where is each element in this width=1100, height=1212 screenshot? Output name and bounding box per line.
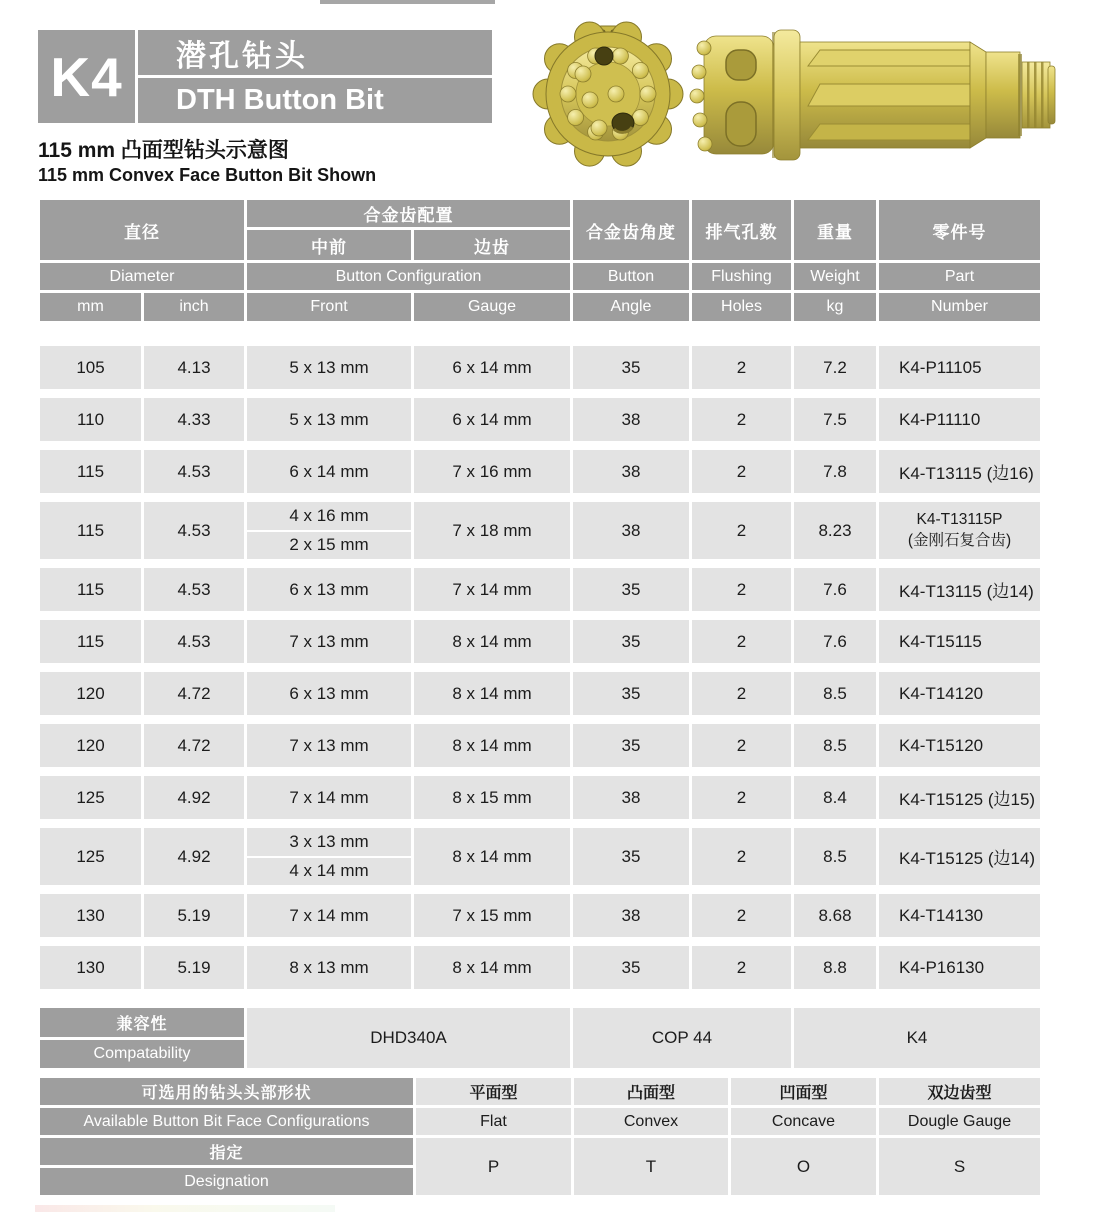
cell-inch: 5.19 [144, 894, 244, 937]
cell-front-split [247, 502, 411, 559]
cell-front-bottom: 2 x 15 mm [289, 535, 369, 555]
table-row [40, 946, 1040, 989]
face-type-convex-zh: 凸面型 [574, 1078, 728, 1105]
cell-inch: 4.33 [144, 398, 244, 441]
cell-weight: 8.5 [794, 828, 876, 885]
header-inch: inch [144, 293, 244, 321]
table-row [40, 672, 1040, 715]
cell-part: K4-T15125 (边15) [879, 776, 1040, 819]
cell-front: 5 x 13 mm [247, 398, 411, 441]
header-weight-zh: 重量 [794, 200, 876, 260]
cell-holes: 2 [692, 568, 791, 611]
header-kg: kg [794, 293, 876, 321]
cell-gauge: 8 x 14 mm [414, 620, 570, 663]
subtitle-zh: 115 mm 凸面型钻头示意图 [38, 139, 289, 162]
cell-angle: 38 [573, 450, 689, 493]
header-angle: Angle [573, 293, 689, 321]
cell-front: 6 x 13 mm [247, 568, 411, 611]
cell-holes: 2 [692, 724, 791, 767]
table-row [40, 894, 1040, 937]
cell-angle: 38 [573, 502, 689, 559]
cutoff-text-fragment-bottom [35, 1205, 335, 1212]
cell-gauge: 8 x 15 mm [414, 776, 570, 819]
designation-label-zh: 指定 [40, 1138, 413, 1165]
compatibility-label-zh: 兼容性 [40, 1008, 244, 1037]
cell-part: K4-T14120 [879, 672, 1040, 715]
cell-part: K4-P11105 [879, 346, 1040, 389]
cell-front: 7 x 13 mm [247, 724, 411, 767]
cell-mm: 120 [40, 672, 141, 715]
cell-front: 6 x 14 mm [247, 450, 411, 493]
cell-inch: 4.72 [144, 724, 244, 767]
page-title-zh: 潜孔钻头 [138, 30, 492, 75]
cell-gauge: 8 x 14 mm [414, 946, 570, 989]
cell-gauge: 7 x 15 mm [414, 894, 570, 937]
header-config-en: Button Configuration [247, 263, 570, 290]
table-row [40, 346, 1040, 389]
designation-code-p: P [416, 1138, 571, 1195]
compatibility-table [40, 1008, 1040, 1068]
spec-header-zh-row [40, 200, 1040, 260]
cell-front-split [247, 828, 411, 885]
cell-weight: 7.5 [794, 398, 876, 441]
cell-gauge: 7 x 14 mm [414, 568, 570, 611]
face-config-header-en: Available Button Bit Face Configurations [40, 1108, 413, 1135]
cell-front: 6 x 13 mm [247, 672, 411, 715]
cell-part: K4-T13115 (边16) [879, 450, 1040, 493]
header-config-group [247, 200, 570, 260]
designation-code-t: T [574, 1138, 728, 1195]
cell-holes: 2 [692, 894, 791, 937]
designation-code-s: S [879, 1138, 1040, 1195]
cutoff-bar-top [320, 0, 495, 4]
cell-gauge: 6 x 14 mm [414, 398, 570, 441]
cell-mm: 115 [40, 502, 141, 559]
header-holes: Holes [692, 293, 791, 321]
cell-part: K4-T15120 [879, 724, 1040, 767]
page-title-en: DTH Button Bit [138, 78, 492, 123]
cell-mm: 110 [40, 398, 141, 441]
face-type-flat-zh: 平面型 [416, 1078, 571, 1105]
table-row [40, 450, 1040, 493]
table-row [40, 724, 1040, 767]
header-flushing: Flushing [692, 263, 791, 290]
cell-angle: 35 [573, 568, 689, 611]
face-config-header-zh: 可选用的钻头头部形状 [40, 1078, 413, 1105]
cell-front: 7 x 13 mm [247, 620, 411, 663]
compatibility-value-k4: K4 [794, 1008, 1040, 1068]
cell-angle: 38 [573, 894, 689, 937]
designation-code-o: O [731, 1138, 876, 1195]
cell-gauge: 7 x 16 mm [414, 450, 570, 493]
cell-inch: 4.92 [144, 828, 244, 885]
cell-front-top: 4 x 16 mm [247, 502, 411, 532]
cell-part: K4-T15115 [879, 620, 1040, 663]
cell-holes: 2 [692, 398, 791, 441]
cell-part: K4-T15125 (边14) [879, 828, 1040, 885]
face-type-concave-zh: 凹面型 [731, 1078, 876, 1105]
cell-part: K4-P11110 [879, 398, 1040, 441]
cell-angle: 35 [573, 672, 689, 715]
cell-inch: 5.19 [144, 946, 244, 989]
table-row [40, 620, 1040, 663]
cell-part [879, 502, 1040, 559]
designation-label-en: Designation [40, 1168, 413, 1195]
cell-part: K4-P16130 [879, 946, 1040, 989]
cell-part: K4-T14130 [879, 894, 1040, 937]
cell-part: K4-T13115 (边14) [879, 568, 1040, 611]
cell-weight: 7.8 [794, 450, 876, 493]
cell-part-line2: (金刚石复合齿) [907, 531, 1012, 549]
cell-holes: 2 [692, 502, 791, 559]
cell-weight: 8.5 [794, 724, 876, 767]
cell-weight: 7.6 [794, 568, 876, 611]
cell-mm: 115 [40, 568, 141, 611]
header-weight: Weight [794, 263, 876, 290]
face-type-double-gauge-zh: 双边齿型 [879, 1078, 1040, 1105]
cell-holes: 2 [692, 828, 791, 885]
header-angle-zh: 合金齿角度 [573, 200, 689, 260]
header-front-zh: 中前 [247, 230, 411, 260]
cell-weight: 7.2 [794, 346, 876, 389]
header-diameter-zh: 直径 [40, 200, 244, 260]
table-row [40, 568, 1040, 611]
header-gauge-zh: 边齿 [414, 230, 570, 260]
cell-holes: 2 [692, 450, 791, 493]
cell-gauge: 8 x 14 mm [414, 672, 570, 715]
compatibility-header [40, 1008, 244, 1068]
cell-part-line1: K4-T13115P [916, 511, 1003, 529]
cell-mm: 115 [40, 620, 141, 663]
cell-inch: 4.72 [144, 672, 244, 715]
header-part: Part [879, 263, 1040, 290]
compatibility-value-cop44: COP 44 [573, 1008, 791, 1068]
cell-mm: 120 [40, 724, 141, 767]
subtitle-en: 115 mm Convex Face Button Bit Shown [38, 165, 377, 185]
cell-holes: 2 [692, 672, 791, 715]
cell-weight: 8.23 [794, 502, 876, 559]
header-part-zh: 零件号 [879, 200, 1040, 260]
cell-front: 5 x 13 mm [247, 346, 411, 389]
face-type-convex-en: Convex [574, 1108, 728, 1135]
compatibility-label-en: Compatability [40, 1040, 244, 1069]
header-diameter-en: Diameter [40, 263, 244, 290]
cell-gauge: 8 x 14 mm [414, 828, 570, 885]
cell-angle: 38 [573, 398, 689, 441]
brand-badge: K4 [38, 30, 135, 123]
cell-gauge: 6 x 14 mm [414, 346, 570, 389]
header-number: Number [879, 293, 1040, 321]
cell-mm: 130 [40, 894, 141, 937]
cell-inch: 4.53 [144, 502, 244, 559]
bit-side-view-image [690, 30, 1055, 160]
cell-angle: 35 [573, 724, 689, 767]
cell-angle: 35 [573, 620, 689, 663]
cell-holes: 2 [692, 620, 791, 663]
spec-header-en-row2 [40, 293, 1040, 321]
face-type-concave-en: Concave [731, 1108, 876, 1135]
table-row [40, 398, 1040, 441]
cell-mm: 125 [40, 828, 141, 885]
cell-inch: 4.53 [144, 568, 244, 611]
cell-front-top: 3 x 13 mm [247, 828, 411, 858]
face-type-flat-en: Flat [416, 1108, 571, 1135]
cell-front: 7 x 14 mm [247, 894, 411, 937]
cell-front-bottom: 4 x 14 mm [289, 861, 369, 881]
cell-angle: 38 [573, 776, 689, 819]
cell-weight: 7.6 [794, 620, 876, 663]
cell-holes: 2 [692, 346, 791, 389]
header-flushing-zh: 排气孔数 [692, 200, 791, 260]
cell-inch: 4.13 [144, 346, 244, 389]
cell-front: 7 x 14 mm [247, 776, 411, 819]
title-banner [138, 30, 492, 123]
spec-table [40, 200, 1040, 998]
cell-angle: 35 [573, 346, 689, 389]
cell-holes: 2 [692, 946, 791, 989]
cell-mm: 125 [40, 776, 141, 819]
cell-weight: 8.5 [794, 672, 876, 715]
bit-face-view-image [533, 22, 683, 166]
table-row [40, 502, 1040, 559]
cell-holes: 2 [692, 776, 791, 819]
cell-gauge: 8 x 14 mm [414, 724, 570, 767]
cell-weight: 8.8 [794, 946, 876, 989]
cell-weight: 8.68 [794, 894, 876, 937]
header-mm: mm [40, 293, 141, 321]
cell-front: 8 x 13 mm [247, 946, 411, 989]
cell-angle: 35 [573, 828, 689, 885]
face-configuration-table [40, 1078, 1040, 1195]
header-gauge: Gauge [414, 293, 570, 321]
cell-inch: 4.92 [144, 776, 244, 819]
cell-gauge: 7 x 18 mm [414, 502, 570, 559]
spec-header-en-row1 [40, 263, 1040, 290]
cell-mm: 130 [40, 946, 141, 989]
product-images [520, 10, 1060, 180]
compatibility-value-dhd340a: DHD340A [247, 1008, 570, 1068]
cell-angle: 35 [573, 946, 689, 989]
cell-inch: 4.53 [144, 620, 244, 663]
cell-weight: 8.4 [794, 776, 876, 819]
cell-mm: 115 [40, 450, 141, 493]
cell-inch: 4.53 [144, 450, 244, 493]
header-button: Button [573, 263, 689, 290]
table-row [40, 776, 1040, 819]
face-type-double-gauge-en: Dougle Gauge [879, 1108, 1040, 1135]
header-config-zh: 合金齿配置 [247, 200, 570, 227]
table-row [40, 828, 1040, 885]
header-front: Front [247, 293, 411, 321]
cell-mm: 105 [40, 346, 141, 389]
